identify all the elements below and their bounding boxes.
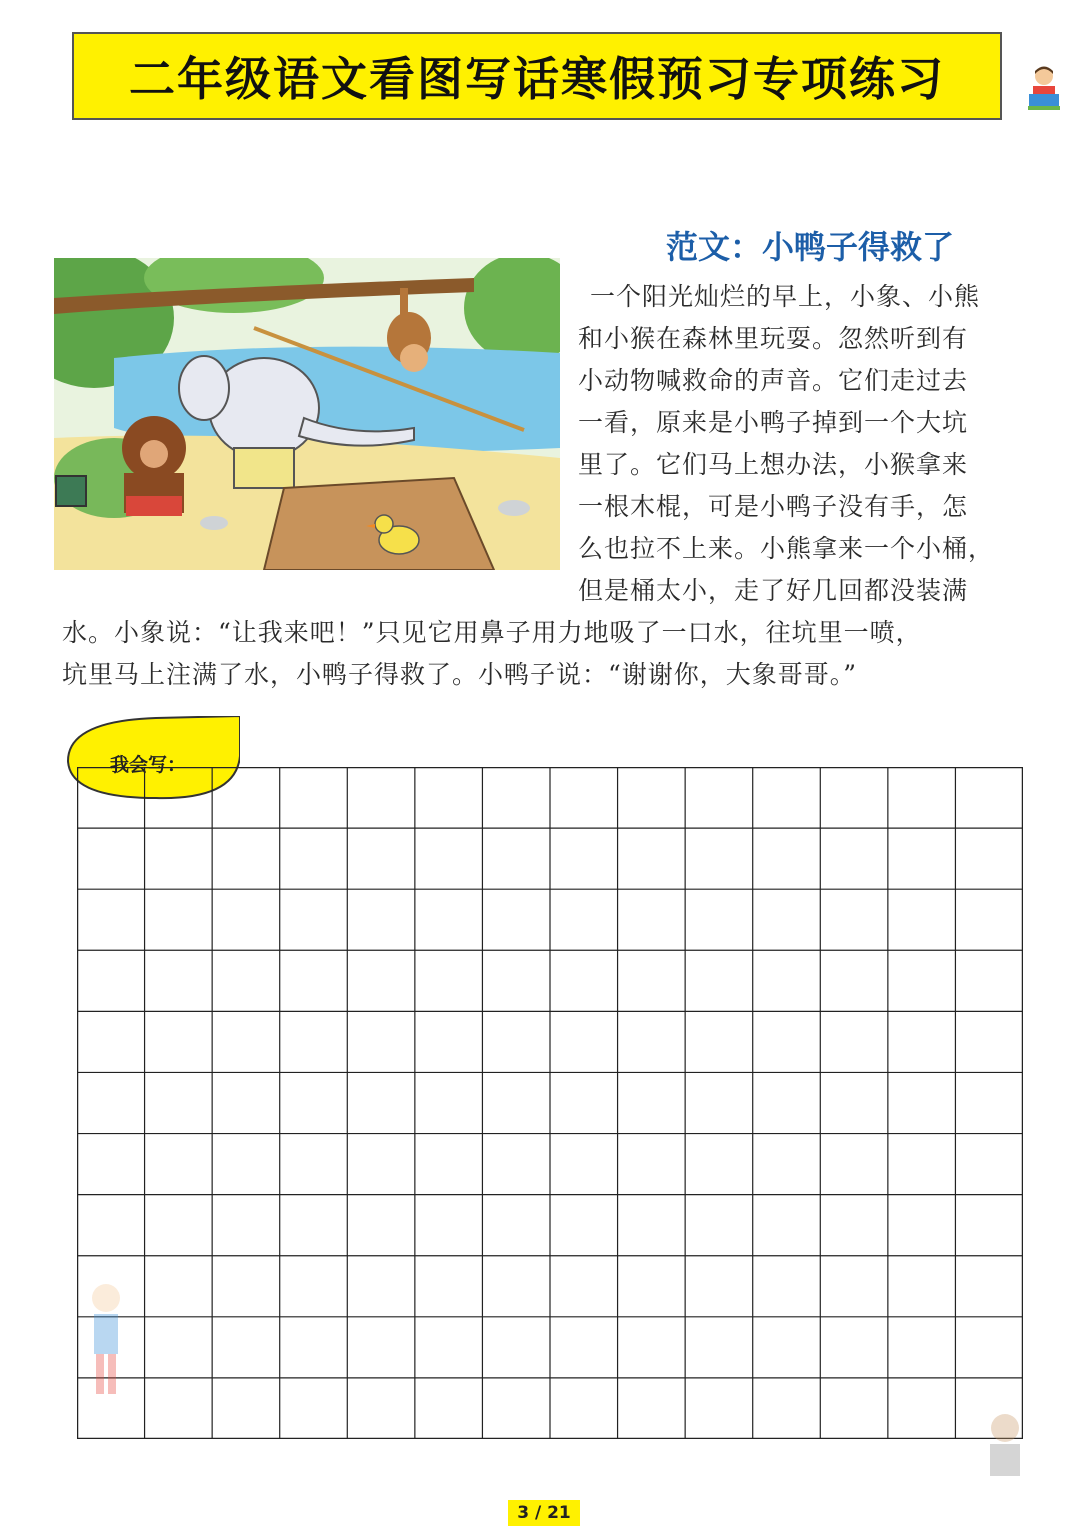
essay-line: 小动物喊救命的声音。它们走过去 — [578, 366, 969, 395]
essay-title: 范文：小鸭子得救了 — [665, 228, 954, 266]
essay-line: 一个阳光灿烂的早上，小象、小熊 — [590, 282, 981, 311]
page-number: 3 / 21 — [508, 1500, 580, 1526]
story-illustration — [54, 258, 560, 570]
child-illustration-icon — [980, 1410, 1030, 1480]
title-banner — [72, 32, 1002, 120]
essay-line: 一根木棍，可是小鸭子没有手，怎 — [578, 492, 969, 521]
writing-grid[interactable] — [77, 767, 1023, 1439]
essay-line: 但是桶太小，走了好几回都没装满 — [578, 576, 969, 605]
essay-line: 里了。它们马上想办法，小猴拿来 — [578, 450, 969, 479]
child-illustration-icon — [86, 1280, 126, 1400]
essay-line: 坑里马上注满了水，小鸭子得救了。小鸭子说：“谢谢你，大象哥哥。” — [62, 660, 858, 689]
essay-line: 和小猴在森林里玩耍。忽然听到有 — [578, 324, 969, 353]
essay-line: 么也拉不上来。小熊拿来一个小桶， — [578, 534, 995, 563]
page-title: 二年级语文看图写话寒假预习专项练习 — [129, 52, 945, 106]
writing-label: 我会写： — [110, 754, 187, 776]
essay-line: 水。小象说：“让我来吧！”只见它用鼻子用力地吸了一口水，往坑里一喷， — [62, 618, 922, 647]
reading-child-icon — [1024, 64, 1064, 112]
essay-line: 一看，原来是小鸭子掉到一个大坑 — [578, 408, 969, 437]
